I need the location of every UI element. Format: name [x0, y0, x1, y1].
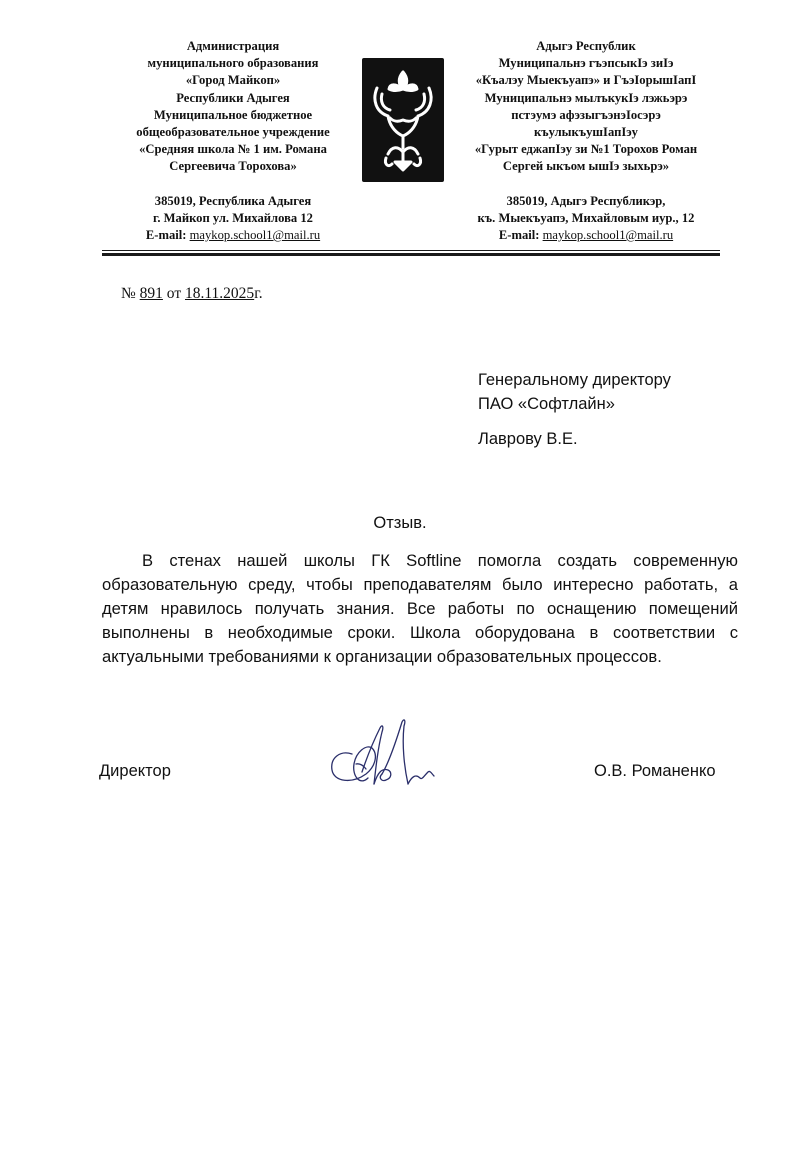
header-right-line: Сергей ыкъом ышIэ зыхьрэ» — [502, 159, 670, 174]
ref-number: 891 — [139, 285, 163, 302]
signatory-role: Директор — [99, 762, 171, 780]
header-right-line: Муниципальнэ мылъкукIэ лэжьэрэ — [484, 90, 688, 105]
header-right-block — [452, 38, 720, 244]
header-left-line: «Средняя школа № 1 им. Романа — [139, 142, 327, 157]
ref-date-suffix: г. — [254, 285, 263, 302]
header-left-line: муниципального образования — [147, 56, 319, 71]
header-left-line: Администрация — [186, 39, 280, 53]
header-left-address: 385019, Республика Адыгея — [154, 193, 312, 208]
header-left-line: Сергеевича Торохова» — [169, 159, 297, 174]
header-left-address: г. Майкоп ул. Михайлова 12 — [153, 210, 313, 225]
header-right-address: къ. Мыекъуапэ, Михайловым иур., 12 — [477, 210, 695, 225]
header-left-line: Муниципальное бюджетное — [153, 107, 313, 122]
handwritten-signature — [322, 714, 452, 804]
header-left-line: общеобразовательное учреждение — [136, 125, 330, 140]
email-link[interactable]: maykop.school1@mail.ru — [189, 228, 321, 243]
document-reference — [121, 285, 263, 303]
header-divider-thick — [102, 253, 720, 256]
header-right-line: къулыкъушIапIэу — [534, 125, 638, 140]
header-right-line: Адыгэ Республик — [536, 39, 636, 53]
coat-of-arms-emblem — [362, 58, 444, 182]
header-divider-thin — [102, 250, 720, 251]
header-left-line: «Город Майкоп» — [185, 73, 281, 88]
addressee-block — [478, 368, 671, 416]
email-label: E-mail: — [145, 228, 187, 243]
addressee-position: Генеральному директору — [478, 371, 671, 389]
addressee-name: Лаврову В.Е. — [478, 430, 578, 448]
document-body: В стенах нашей школы ГК Softline помогла создать современную образовательную среду, чтобы преподавателям было интересно работать, а детям нравилось получать знания. Все работы по оснащению помещений выполнены в необходимые сроки. Школа оборудована в соответствии с актуальными требованиями к организации образовательных процессов. — [102, 551, 738, 667]
header-left-line: Республики Адыгея — [176, 90, 290, 105]
addressee-company: ПАО «Софтлайн» — [478, 395, 615, 413]
header-right-address: 385019, Адыгэ Республикэр, — [506, 193, 666, 208]
header-left-email — [102, 227, 364, 244]
header-right-line: пстэумэ афэзыгъэнэIосэрэ — [511, 107, 661, 122]
ref-date-prefix: от — [166, 285, 182, 302]
ref-number-prefix: № — [121, 285, 136, 302]
header-left-block — [102, 38, 364, 244]
header-right-email — [452, 227, 720, 244]
signatory-name: О.В. Романенко — [594, 762, 716, 780]
header-right-line: «Гурыт еджапIэу зи №1 Торохов Роман — [474, 142, 698, 157]
ref-date: 18.11.2025 — [185, 285, 255, 302]
email-link[interactable]: maykop.school1@mail.ru — [542, 228, 674, 243]
header-right-line: Муниципальнэ гъэпсыкIэ зиIэ — [498, 56, 674, 71]
document-title: Отзыв. — [373, 514, 427, 532]
header-right-line: «Къалэу Мыекъуапэ» и ГъэIорышIапI — [475, 73, 697, 88]
email-label: E-mail: — [498, 228, 540, 243]
